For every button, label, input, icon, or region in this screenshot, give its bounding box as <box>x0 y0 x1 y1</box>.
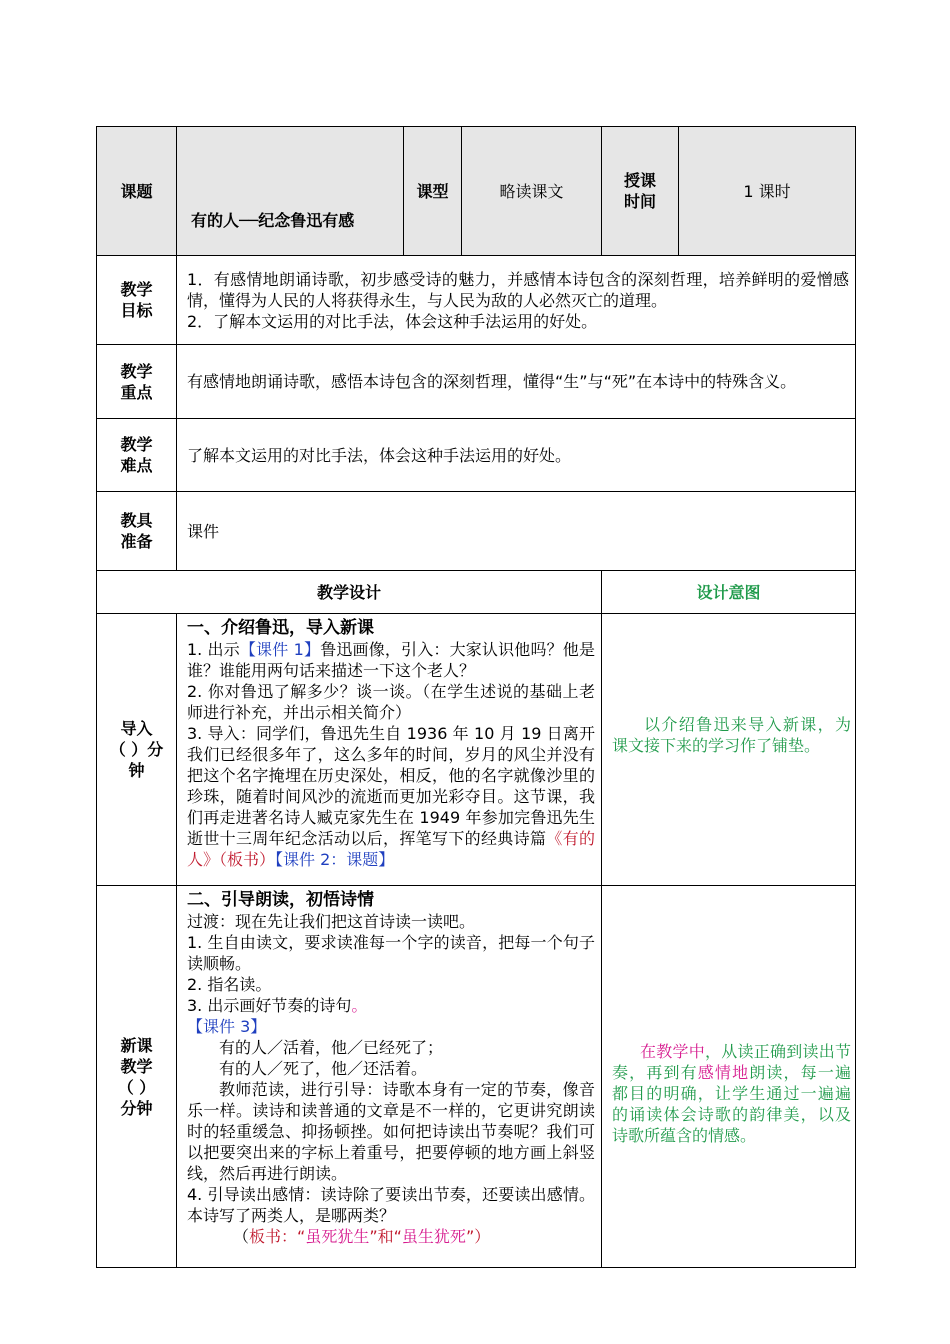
courseware-1-tag: 【课件 1】 <box>239 640 321 659</box>
design-header-row <box>97 571 856 614</box>
section1-step2: 2. 你对鲁迅了解多少？谈一谈。（在学生述说的基础上老师进行补充，并出示相关简介） <box>187 682 595 722</box>
section2-label <box>97 886 177 1268</box>
poem-line-2: 有的人／死了，他／还活着。 <box>219 1059 428 1078</box>
section2-step4: 4. 引导读出感情：读诗除了要读出节奏，还要读出感情。本诗写了两类人，是哪两类？ <box>187 1185 595 1225</box>
board-and: ”和“ <box>369 1227 402 1246</box>
type-label: 课型 <box>404 127 462 256</box>
objective-1: 1．有感情地朗诵诗歌，初步感受诗的魅力，并感情本诗包含的深刻哲理，培养鲜明的爱憎感情，懂得为人民的人将获得永生，与人民为敌的人必然灭亡的道理。 <box>187 269 849 310</box>
lesson-time: 1 课时 <box>679 127 856 256</box>
difficulties-label-line2: 难点 <box>120 456 153 475</box>
tools-label-line1: 教具 <box>120 511 153 530</box>
key-points-label-line1: 教学 <box>120 361 153 381</box>
tools-label <box>97 492 177 571</box>
topic-title: 有的人──纪念鲁迅有感 <box>177 127 404 256</box>
section2-label-line3: （ ） <box>117 1077 156 1097</box>
section2-step3 <box>187 995 595 1016</box>
lesson-plan-table <box>96 126 856 1268</box>
difficulties-label <box>97 419 177 492</box>
section2-label-line2: 教学 <box>120 1056 153 1076</box>
objectives-content <box>177 256 856 345</box>
key-points-content: 有感情地朗诵诗歌，感悟本诗包含的深刻哲理，懂得“生”与“死”在本诗中的特殊含义。 <box>177 345 856 419</box>
section1-label <box>97 614 177 886</box>
tools-row <box>97 492 856 571</box>
time-label <box>602 127 679 256</box>
section2-heading: 二、引导朗读，初悟诗情 <box>187 890 374 910</box>
key-points-label <box>97 345 177 419</box>
section1-label-line2: （ ）分 <box>109 740 164 759</box>
section1-row <box>97 614 856 886</box>
objectives-label-line2: 目标 <box>120 301 153 320</box>
step1-text: 鲁迅画像，引入：大家认识他吗？他是谁？谁能用两句话来描述一下这个老人？ <box>187 640 595 680</box>
lesson-type: 略读课文 <box>462 127 602 256</box>
section1-step3 <box>187 723 595 870</box>
intent-text-1: ，从读正确到读出节奏，再到有 <box>612 1042 851 1082</box>
section1-content <box>177 614 602 886</box>
header-row <box>97 127 856 256</box>
section2-label-line1: 新课 <box>120 1035 153 1055</box>
poem-line-1: 有的人／活着，他／已经死了； <box>219 1038 444 1057</box>
objective-2: 2．了解本文运用的对比手法，体会这种手法运用的好处。 <box>187 311 598 331</box>
section1-label-line1: 导入 <box>120 719 153 738</box>
objectives-row <box>97 256 856 345</box>
intent-text-2: 朗读，每一遍都目的明确，让学生通过一遍遍的诵读体会诗歌的韵律美，以及诗歌所蕴含的情感。 <box>612 1063 851 1145</box>
section2-step2: 2. 指名读。 <box>187 975 272 994</box>
section1-intent <box>602 614 856 886</box>
section2-label-line4: 分钟 <box>120 1098 153 1118</box>
difficulties-row <box>97 419 856 492</box>
step3-text: 3. 导入：同学们，鲁迅先生自 1936 年 10 月 19 日离开我们已经很多年了，这么多年的时间，岁月的风尘并没有把这个名字掩埋在历史深处，相反，他的名字就像沙里的珍珠，随着时间风沙的流逝而更加光彩夺目。这节课，我们再走进著名诗人臧克家先生在 1949 年参加完鲁迅先生逝世十三周年纪念活动以后，挥笔写下的经典诗篇 <box>187 724 595 848</box>
section2-step1: 1. 生自由读文，要求读准每一个字的读音，把每一个句子读顺畅。 <box>187 933 595 973</box>
intent-phrase-emotion: 感情地 <box>697 1063 750 1082</box>
courseware-2-tag: 【课件 2：课题】 <box>275 850 395 869</box>
board-open-paren: （ <box>233 1227 250 1246</box>
difficulties-label-line1: 教学 <box>120 435 153 454</box>
time-label-line2: 时间 <box>623 192 656 211</box>
board-phrase-2: 虽生犹死 <box>401 1227 466 1246</box>
section2-content <box>177 886 602 1268</box>
board-prefix: 板书：“ <box>249 1227 306 1246</box>
section2-row <box>97 886 856 1268</box>
topic-label: 课题 <box>97 127 177 256</box>
section2-transition: 过渡：现在先让我们把这首诗读一读吧。 <box>187 912 476 931</box>
key-points-row <box>97 345 856 419</box>
intent-phrase-teaching: 在教学中 <box>640 1042 705 1061</box>
objectives-label <box>97 256 177 345</box>
teacher-demo-reading: 教师范读，进行引导：诗歌本身有一定的节奏，像音乐一样。读诗和读普通的文章是不一样的，它更讲究朗读时的轻重缓急、抑扬顿挫。如何把诗读出节奏呢？我们可以把要突出来的字标上着重号，把要停顿的地方画上斜竖线，然后再进行朗读。 <box>187 1080 595 1183</box>
tools-label-line2: 准备 <box>120 532 153 551</box>
difficulties-content: 了解本文运用的对比手法，体会这种手法运用的好处。 <box>177 419 856 492</box>
section1-intent-text: 以介绍鲁迅来导入新课，为课文接下来的学习作了铺垫。 <box>612 715 851 755</box>
tools-content: 课件 <box>177 492 856 571</box>
objectives-label-line1: 教学 <box>120 280 153 299</box>
design-title: 教学设计 <box>97 571 602 614</box>
board-phrase-1: 虽死犹生 <box>305 1227 370 1246</box>
section1-label-line3: 钟 <box>128 761 145 780</box>
time-label-line1: 授课 <box>623 171 656 190</box>
step1-prefix: 1. 出示 <box>187 640 240 659</box>
intent-title: 设计意图 <box>602 571 856 614</box>
step3-period: 。 <box>351 996 368 1015</box>
board-close: ”） <box>465 1227 491 1246</box>
step3-text: 3. 出示画好节奏的诗句 <box>187 996 352 1015</box>
section1-step1 <box>187 639 595 681</box>
section1-heading: 一、介绍鲁迅，导入新课 <box>187 618 374 638</box>
courseware-3-tag: 【课件 3】 <box>187 1017 267 1036</box>
poem-title-board: 《有的人》（板书） <box>187 829 595 869</box>
board-writing <box>187 1226 595 1247</box>
key-points-label-line2: 重点 <box>120 382 153 402</box>
section2-intent <box>602 886 856 1268</box>
